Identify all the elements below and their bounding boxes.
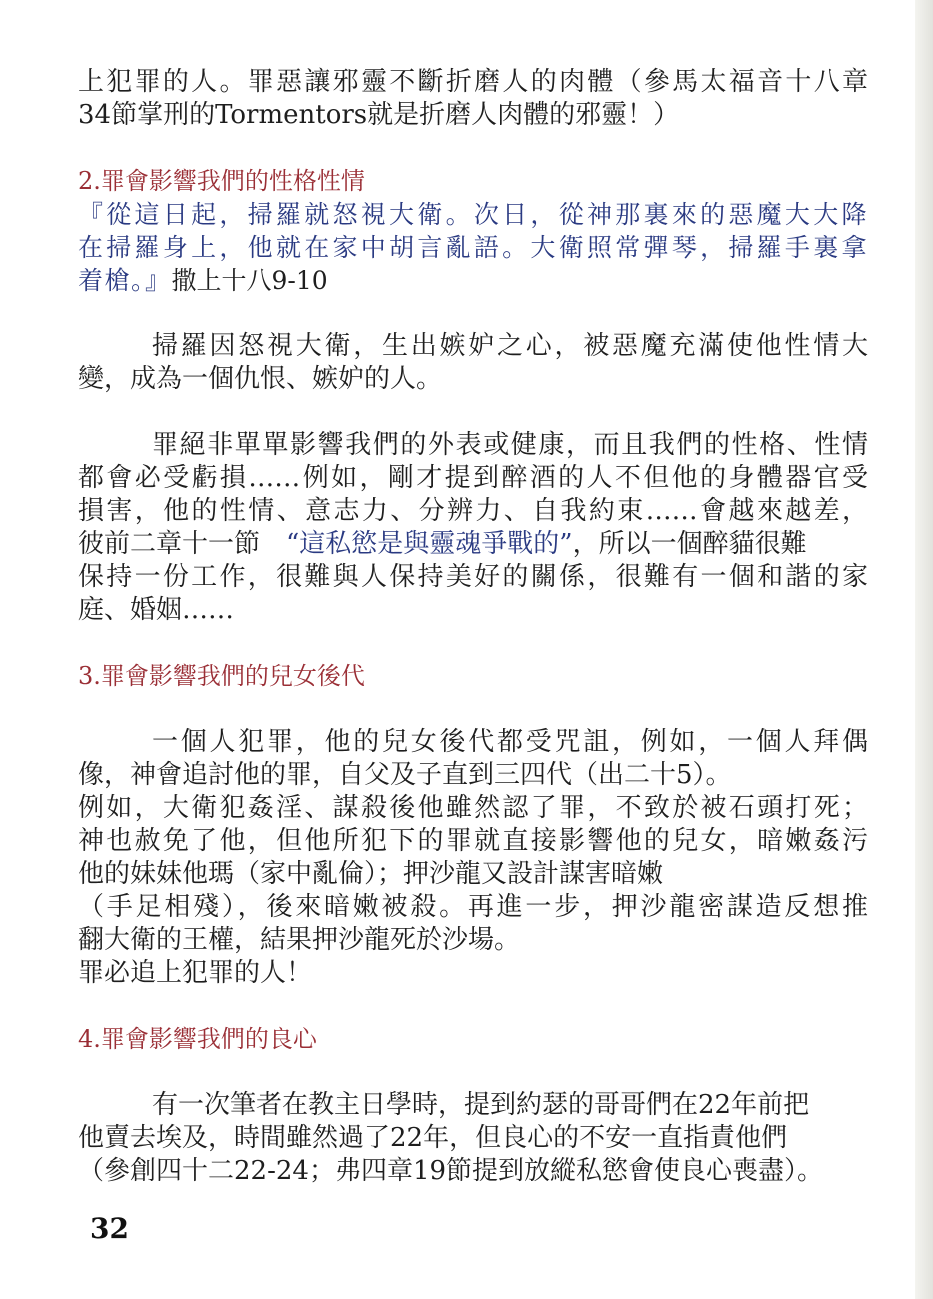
page-edge <box>915 0 933 1299</box>
paragraph-line: 變，成為一個仇恨、嫉妒的人。 <box>78 364 443 394</box>
paragraph-line: （手足相殘），後來暗嫩被殺。再進一步，押沙龍密謀造反想推 <box>78 892 868 922</box>
section-heading-3: 3.罪會影響我們的兒女後代 <box>78 662 365 690</box>
paragraph-line: （參創四十二22-24；弗四章19節提到放縱私慾會使良心喪盡）。 <box>78 1156 824 1186</box>
paragraph-line: 掃羅因怒視大衛，生出嫉妒之心，被惡魔充滿使他性情大 <box>152 331 868 361</box>
paragraph-line: 罪絕非單單影響我們的外表或健康，而且我們的性格、性情 <box>152 430 868 460</box>
paragraph-line: 神也赦免了他，但他所犯下的罪就直接影響他的兒女，暗嫩姦污 <box>78 826 868 856</box>
inline-scripture-quote: “這私慾是與靈魂爭戰的” <box>286 529 573 559</box>
scripture-quote-line-2: 在掃羅身上，他就在家中胡言亂語。大衛照常彈琴，掃羅手裏拿 <box>78 233 868 262</box>
paragraph-line: 保持一份工作，很難與人保持美好的關係，很難有一個和諧的家 <box>78 562 868 592</box>
intro-line-1: 上犯罪的人。罪惡讓邪靈不斷折磨人的肉體（參馬太福音十八章 <box>78 67 868 97</box>
page-content <box>78 66 868 1188</box>
paragraph-line: 罪必追上犯罪的人！ <box>78 958 313 988</box>
scripture-quote-line-3 <box>78 264 868 297</box>
scripture-quote-text: 着槍。』 <box>78 266 172 295</box>
section-heading-2: 2.罪會影響我們的性格性情 <box>78 167 365 195</box>
paragraph-line: 一個人犯罪，他的兒女後代都受咒詛，例如，一個人拜偶 <box>152 727 868 757</box>
paragraph-line: 損害，他的性情、意志力、分辨力、自我約束……會越來越差， <box>78 496 868 526</box>
paragraph-line: 他的妹妹他瑪（家中亂倫）；押沙龍又設計謀害暗嫩 <box>78 859 664 889</box>
paragraph-line-with-quote <box>78 528 868 561</box>
paragraph-line: 都會必受虧損……例如，剛才提到醉酒的人不但他的身體器官受 <box>78 463 868 493</box>
paragraph-line: 例如，大衛犯姦淫、謀殺後他雖然認了罪，不致於被石頭打死； <box>78 793 868 823</box>
paragraph-text: ，所以一個醉貓很難 <box>572 529 807 559</box>
scripture-reference: 撒上十八9-10 <box>171 266 328 295</box>
paragraph-line: 他賣去埃及，時間雖然過了22年，但良心的不安一直指責他們 <box>78 1123 788 1153</box>
paragraph-text: 彼前二章十一節 <box>78 529 287 559</box>
paragraph-line: 翻大衛的王權，結果押沙龍死於沙場。 <box>78 925 521 955</box>
section-heading-4: 4.罪會影響我們的良心 <box>78 1025 317 1053</box>
page-number: 32 <box>90 1212 129 1245</box>
paragraph-line: 有一次筆者在教主日學時，提到約瑟的哥哥們在22年前把 <box>152 1090 810 1120</box>
paragraph-line: 庭、婚姻…… <box>78 595 235 625</box>
scripture-quote-line-1: 『從這日起，掃羅就怒視大衛。次日，從神那裏來的惡魔大大降 <box>78 200 868 229</box>
intro-line-2: 34節掌刑的Tormentors就是折磨人肉體的邪靈！） <box>78 100 680 130</box>
paragraph-line: 像，神會追討他的罪，自父及子直到三四代（出二十5）。 <box>78 760 732 790</box>
